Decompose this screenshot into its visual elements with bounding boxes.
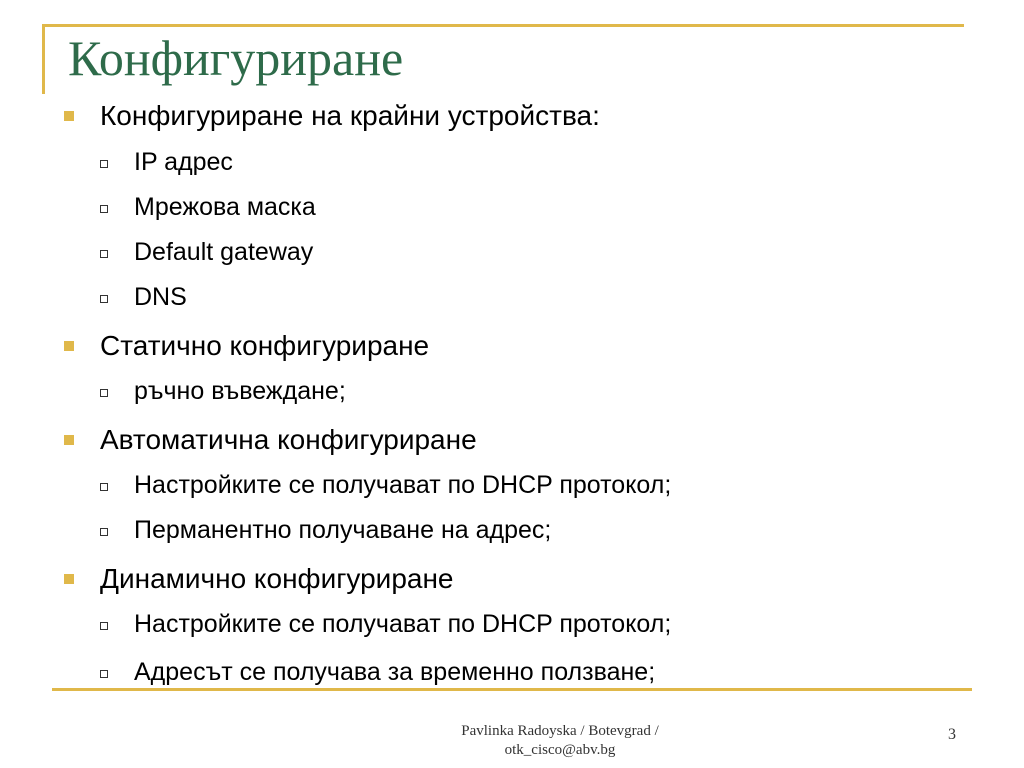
hollow-square-bullet-icon [100, 160, 108, 168]
sub-bullet-text: DNS [134, 282, 187, 311]
bullet-text: Автоматична конфигуриране [100, 424, 477, 455]
page-number: 3 [948, 726, 956, 743]
sub-bullet-item [100, 608, 671, 640]
sub-bullet-text: Мрежова маска [134, 192, 316, 221]
sub-bullet-item [100, 656, 655, 688]
sub-bullet-item [100, 469, 671, 501]
square-bullet-icon [64, 574, 74, 584]
sub-bullet-item [100, 191, 316, 223]
bottom-divider [52, 688, 972, 691]
sub-bullet-text: Адресът се получава за временно ползване; [134, 657, 656, 686]
hollow-square-bullet-icon [100, 528, 108, 536]
bullet-item [64, 328, 429, 364]
sub-bullet-item [100, 514, 551, 546]
square-bullet-icon [64, 111, 74, 121]
sub-bullet-text: Default gateway [134, 237, 314, 266]
bullet-text: Конфигуриране на крайни устройства: [100, 100, 600, 131]
bullet-item [64, 561, 454, 597]
square-bullet-icon [64, 435, 74, 445]
sub-bullet-text: IP адрес [134, 147, 233, 176]
hollow-square-bullet-icon [100, 295, 108, 303]
sub-bullet-text: Настройките се получават по DHCP протокол; [134, 609, 672, 638]
hollow-square-bullet-icon [100, 622, 108, 630]
bullet-text: Статично конфигуриране [100, 330, 430, 361]
footer-author: Pavlinka Radoyska / Botevgrad / [461, 723, 659, 739]
sub-bullet-item [100, 146, 233, 178]
hollow-square-bullet-icon [100, 483, 108, 491]
square-bullet-icon [64, 341, 74, 351]
sub-bullet-item [100, 281, 187, 313]
bullet-text: Динамично конфигуриране [100, 563, 454, 594]
slide-title: Конфигуриране [68, 30, 404, 86]
bullet-item [64, 422, 477, 458]
bullet-item [64, 98, 600, 134]
footer [398, 722, 722, 760]
sub-bullet-item [100, 375, 346, 407]
hollow-square-bullet-icon [100, 389, 108, 397]
hollow-square-bullet-icon [100, 250, 108, 258]
hollow-square-bullet-icon [100, 205, 108, 213]
hollow-square-bullet-icon [100, 670, 108, 678]
footer-email: otk_cisco@abv.bg [504, 742, 616, 758]
sub-bullet-text: Перманентно получаване на адрес; [134, 515, 552, 544]
sub-bullet-text: Настройките се получават по DHCP протокол; [134, 470, 672, 499]
sub-bullet-text: ръчно въвеждане; [134, 376, 346, 405]
sub-bullet-item [100, 236, 313, 268]
